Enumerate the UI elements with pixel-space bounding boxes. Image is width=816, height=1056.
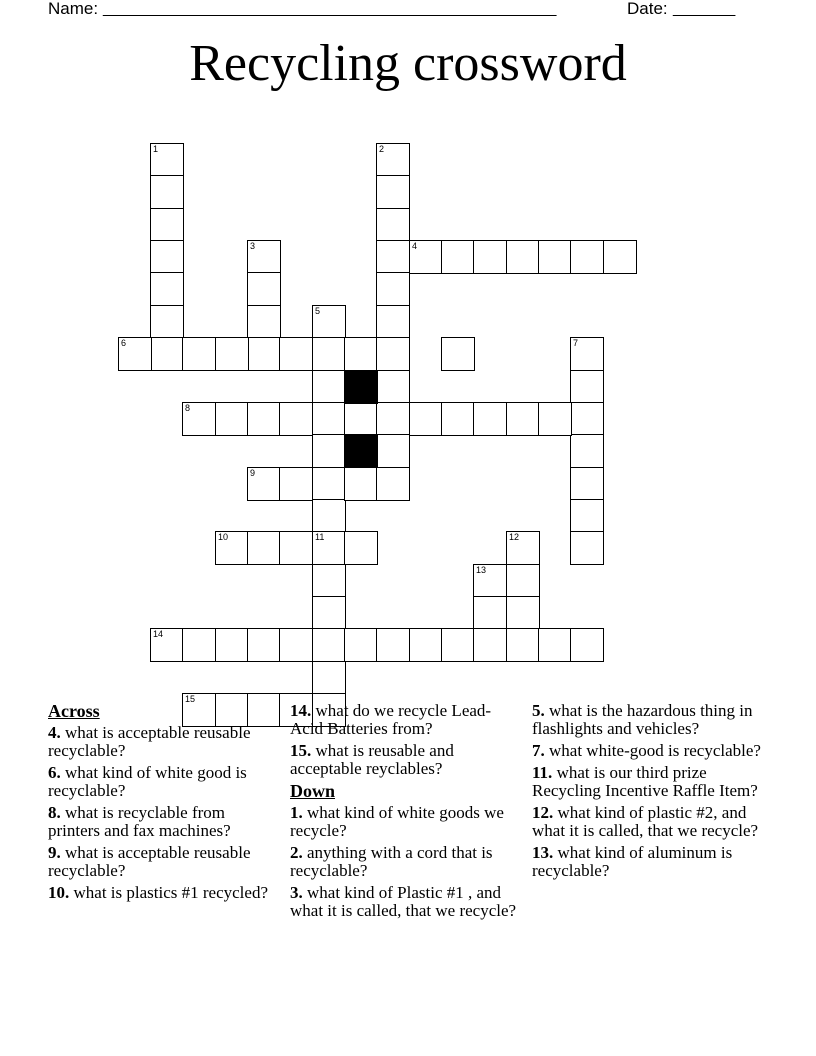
- crossword-cell[interactable]: [312, 402, 346, 436]
- clue-text: what is acceptable reusable recyclable?: [48, 723, 251, 760]
- crossword-cell-2[interactable]: [376, 143, 410, 177]
- crossword-cell[interactable]: [570, 499, 604, 533]
- clue-down-5: [532, 702, 764, 738]
- clue-text: anything with a cord that is recyclable?: [290, 843, 493, 880]
- crossword-cell[interactable]: [312, 434, 346, 468]
- crossword-cell[interactable]: [247, 531, 281, 565]
- crossword-cell[interactable]: [344, 531, 378, 565]
- crossword-cell[interactable]: [312, 661, 346, 695]
- clue-number: 5.: [532, 701, 545, 720]
- crossword-cell[interactable]: [473, 240, 507, 274]
- clue-down-7: [532, 742, 764, 760]
- clue-number: 4.: [48, 723, 61, 742]
- crossword-cell[interactable]: [247, 272, 281, 306]
- crossword-cell[interactable]: [150, 175, 184, 209]
- crossword-cell[interactable]: [247, 628, 281, 662]
- cell-number: 10: [218, 532, 229, 542]
- crossword-cell[interactable]: [441, 337, 475, 371]
- clue-down-12: [532, 804, 764, 840]
- crossword-cell[interactable]: [182, 628, 216, 662]
- crossword-cell[interactable]: [376, 467, 410, 501]
- clue-text: what is reusable and acceptable reyclables?: [290, 741, 454, 778]
- crossword-cell[interactable]: [473, 596, 507, 630]
- crossword-cell[interactable]: [538, 628, 572, 662]
- crossword-cell[interactable]: [279, 337, 313, 371]
- clue-number: 7.: [532, 741, 545, 760]
- crossword-cell[interactable]: [215, 628, 249, 662]
- clue-text: what kind of Plastic #1 , and what it is called, that we recycle?: [290, 883, 517, 920]
- crossword-cell[interactable]: [570, 434, 604, 468]
- crossword-cell[interactable]: [376, 305, 410, 339]
- cell-number: 14: [153, 629, 164, 639]
- crossword-cell[interactable]: [376, 240, 410, 274]
- cell-number: 7: [573, 338, 579, 348]
- crossword-cell[interactable]: [506, 564, 540, 598]
- crossword-cell[interactable]: [215, 402, 249, 436]
- crossword-cell[interactable]: [506, 596, 540, 630]
- crossword-cell-6[interactable]: [118, 337, 152, 371]
- crossword-cell[interactable]: [150, 305, 184, 339]
- clue-down-11: [532, 764, 764, 800]
- black-cell: [344, 434, 378, 468]
- crossword-cell[interactable]: [150, 337, 184, 371]
- clue-text: what white-good is recyclable?: [549, 741, 761, 760]
- clue-down-13: [532, 844, 764, 880]
- clue-down-3: [290, 884, 522, 920]
- crossword-cell[interactable]: [312, 337, 346, 371]
- clue-across-4: [48, 724, 280, 760]
- crossword-cell[interactable]: [441, 628, 475, 662]
- crossword-cell[interactable]: [312, 596, 346, 630]
- crossword-cell[interactable]: [279, 628, 313, 662]
- crossword-cell-9[interactable]: [247, 467, 281, 501]
- black-cell: [344, 370, 378, 404]
- clue-across-14: [290, 702, 522, 738]
- crossword-cell[interactable]: [312, 499, 346, 533]
- clue-number: 12.: [532, 803, 554, 822]
- crossword-cell[interactable]: [441, 402, 475, 436]
- crossword-cell[interactable]: [312, 370, 346, 404]
- clue-text: what is the hazardous thing in flashlights and vehicles?: [532, 701, 753, 738]
- crossword-cell-8[interactable]: [182, 402, 216, 436]
- clue-number: 8.: [48, 803, 61, 822]
- crossword-cell-7[interactable]: [570, 337, 604, 371]
- page-title: Recycling crossword: [189, 35, 627, 92]
- crossword-cell-1[interactable]: [150, 143, 184, 177]
- crossword-cell-3[interactable]: [247, 240, 281, 274]
- crossword-cell[interactable]: [344, 337, 378, 371]
- crossword-cell[interactable]: [150, 272, 184, 306]
- clue-across-9: [48, 844, 280, 880]
- cell-number: 11: [315, 532, 325, 542]
- cell-number: 15: [185, 694, 196, 704]
- date-blank[interactable]: _______: [673, 0, 736, 17]
- cell-number: 12: [509, 532, 520, 542]
- cell-number: 3: [250, 241, 256, 251]
- crossword-cell[interactable]: [279, 402, 313, 436]
- crossword-cell-14[interactable]: [150, 628, 184, 662]
- cell-number: 5: [315, 306, 321, 316]
- cell-number: 13: [476, 565, 487, 575]
- crossword-cell[interactable]: [247, 402, 281, 436]
- cell-number: 4: [412, 241, 418, 251]
- crossword-cell[interactable]: [150, 240, 184, 274]
- crossword-cell[interactable]: [279, 467, 313, 501]
- crossword-cell[interactable]: [570, 531, 604, 565]
- crossword-cell-4[interactable]: [409, 240, 443, 274]
- crossword-cell[interactable]: [441, 240, 475, 274]
- crossword-cell[interactable]: [538, 240, 572, 274]
- across-heading: Across: [48, 701, 100, 721]
- crossword-cell-13[interactable]: [473, 564, 507, 598]
- cell-number: 1: [153, 144, 159, 154]
- crossword-cell-5[interactable]: [312, 305, 346, 339]
- crossword-cell[interactable]: [376, 434, 410, 468]
- crossword-cell[interactable]: [344, 467, 378, 501]
- clue-number: 13.: [532, 843, 554, 862]
- crossword-cell-11[interactable]: [312, 531, 346, 565]
- clues-column-1: [48, 702, 280, 906]
- name-label: Name:: [48, 0, 99, 18]
- clue-number: 10.: [48, 883, 70, 902]
- crossword-cell[interactable]: [409, 402, 443, 436]
- crossword-cell[interactable]: [473, 628, 507, 662]
- cell-number: 6: [121, 338, 127, 348]
- clue-across-6: [48, 764, 280, 800]
- date-label: Date:: [627, 0, 668, 18]
- crossword-cell[interactable]: [570, 370, 604, 404]
- down-heading: Down: [290, 781, 336, 801]
- crossword-cell[interactable]: [570, 402, 604, 436]
- clue-number: 9.: [48, 843, 61, 862]
- clue-down-2: [290, 844, 522, 880]
- crossword-cell[interactable]: [182, 337, 216, 371]
- clue-number: 14.: [290, 701, 312, 720]
- clue-number: 15.: [290, 741, 312, 760]
- clue-number: 1.: [290, 803, 303, 822]
- clue-text: what kind of white good is recyclable?: [48, 763, 247, 800]
- crossword-cell[interactable]: [312, 467, 346, 501]
- clue-text: what is plastics #1 recycled?: [73, 883, 268, 902]
- clue-across-10: [48, 884, 280, 902]
- clue-number: 11.: [532, 763, 553, 782]
- cell-number: 8: [185, 403, 191, 413]
- crossword-cell[interactable]: [376, 370, 410, 404]
- crossword-cell[interactable]: [376, 175, 410, 209]
- crossword-cell[interactable]: [538, 402, 572, 436]
- crossword-cell[interactable]: [344, 628, 378, 662]
- crossword-cell[interactable]: [376, 208, 410, 242]
- name-blank[interactable]: _____________________________________________________: [103, 0, 557, 17]
- clue-number: 6.: [48, 763, 61, 782]
- clue-text: what is recyclable from printers and fax machines?: [48, 803, 231, 840]
- crossword-cell[interactable]: [150, 208, 184, 242]
- clue-across-8: [48, 804, 280, 840]
- crossword-cell[interactable]: [247, 305, 281, 339]
- clue-down-1: [290, 804, 522, 840]
- crossword-cell[interactable]: [570, 628, 604, 662]
- crossword-cell[interactable]: [279, 531, 313, 565]
- clues-column-2: [290, 702, 522, 924]
- crossword-cell-12[interactable]: [506, 531, 540, 565]
- crossword-cell[interactable]: [312, 628, 346, 662]
- crossword-cell-10[interactable]: [215, 531, 249, 565]
- clue-text: what is acceptable reusable recyclable?: [48, 843, 251, 880]
- crossword-cell[interactable]: [376, 402, 410, 436]
- crossword-cell[interactable]: [344, 402, 378, 436]
- crossword-cell[interactable]: [376, 337, 410, 371]
- crossword-cell[interactable]: [409, 628, 443, 662]
- crossword-cell[interactable]: [603, 240, 637, 274]
- crossword-cell[interactable]: [506, 402, 540, 436]
- clue-across-15: [290, 742, 522, 778]
- clue-text: what kind of aluminum is recyclable?: [532, 843, 733, 880]
- clue-text: what kind of plastic #2, and what it is called, that we recycle?: [532, 803, 759, 840]
- cell-number: 9: [250, 468, 256, 478]
- crossword-cell[interactable]: [215, 337, 249, 371]
- cell-number: 2: [379, 144, 385, 154]
- crossword-cell[interactable]: [570, 240, 604, 274]
- clue-number: 3.: [290, 883, 303, 902]
- clue-text: what kind of white goods we recycle?: [290, 803, 504, 840]
- crossword-cell[interactable]: [506, 628, 540, 662]
- clue-text: what is our third prize Recycling Incentive Raffle Item?: [532, 763, 758, 800]
- crossword-cell[interactable]: [376, 628, 410, 662]
- crossword-cell[interactable]: [376, 272, 410, 306]
- clue-text: what do we recycle Lead-Acid Batteries from?: [290, 701, 492, 738]
- crossword-cell[interactable]: [570, 467, 604, 501]
- crossword-cell[interactable]: [247, 337, 281, 371]
- clues-column-3: [532, 702, 764, 884]
- clue-number: 2.: [290, 843, 303, 862]
- crossword-cell[interactable]: [473, 402, 507, 436]
- crossword-cell[interactable]: [312, 564, 346, 598]
- crossword-cell[interactable]: [506, 240, 540, 274]
